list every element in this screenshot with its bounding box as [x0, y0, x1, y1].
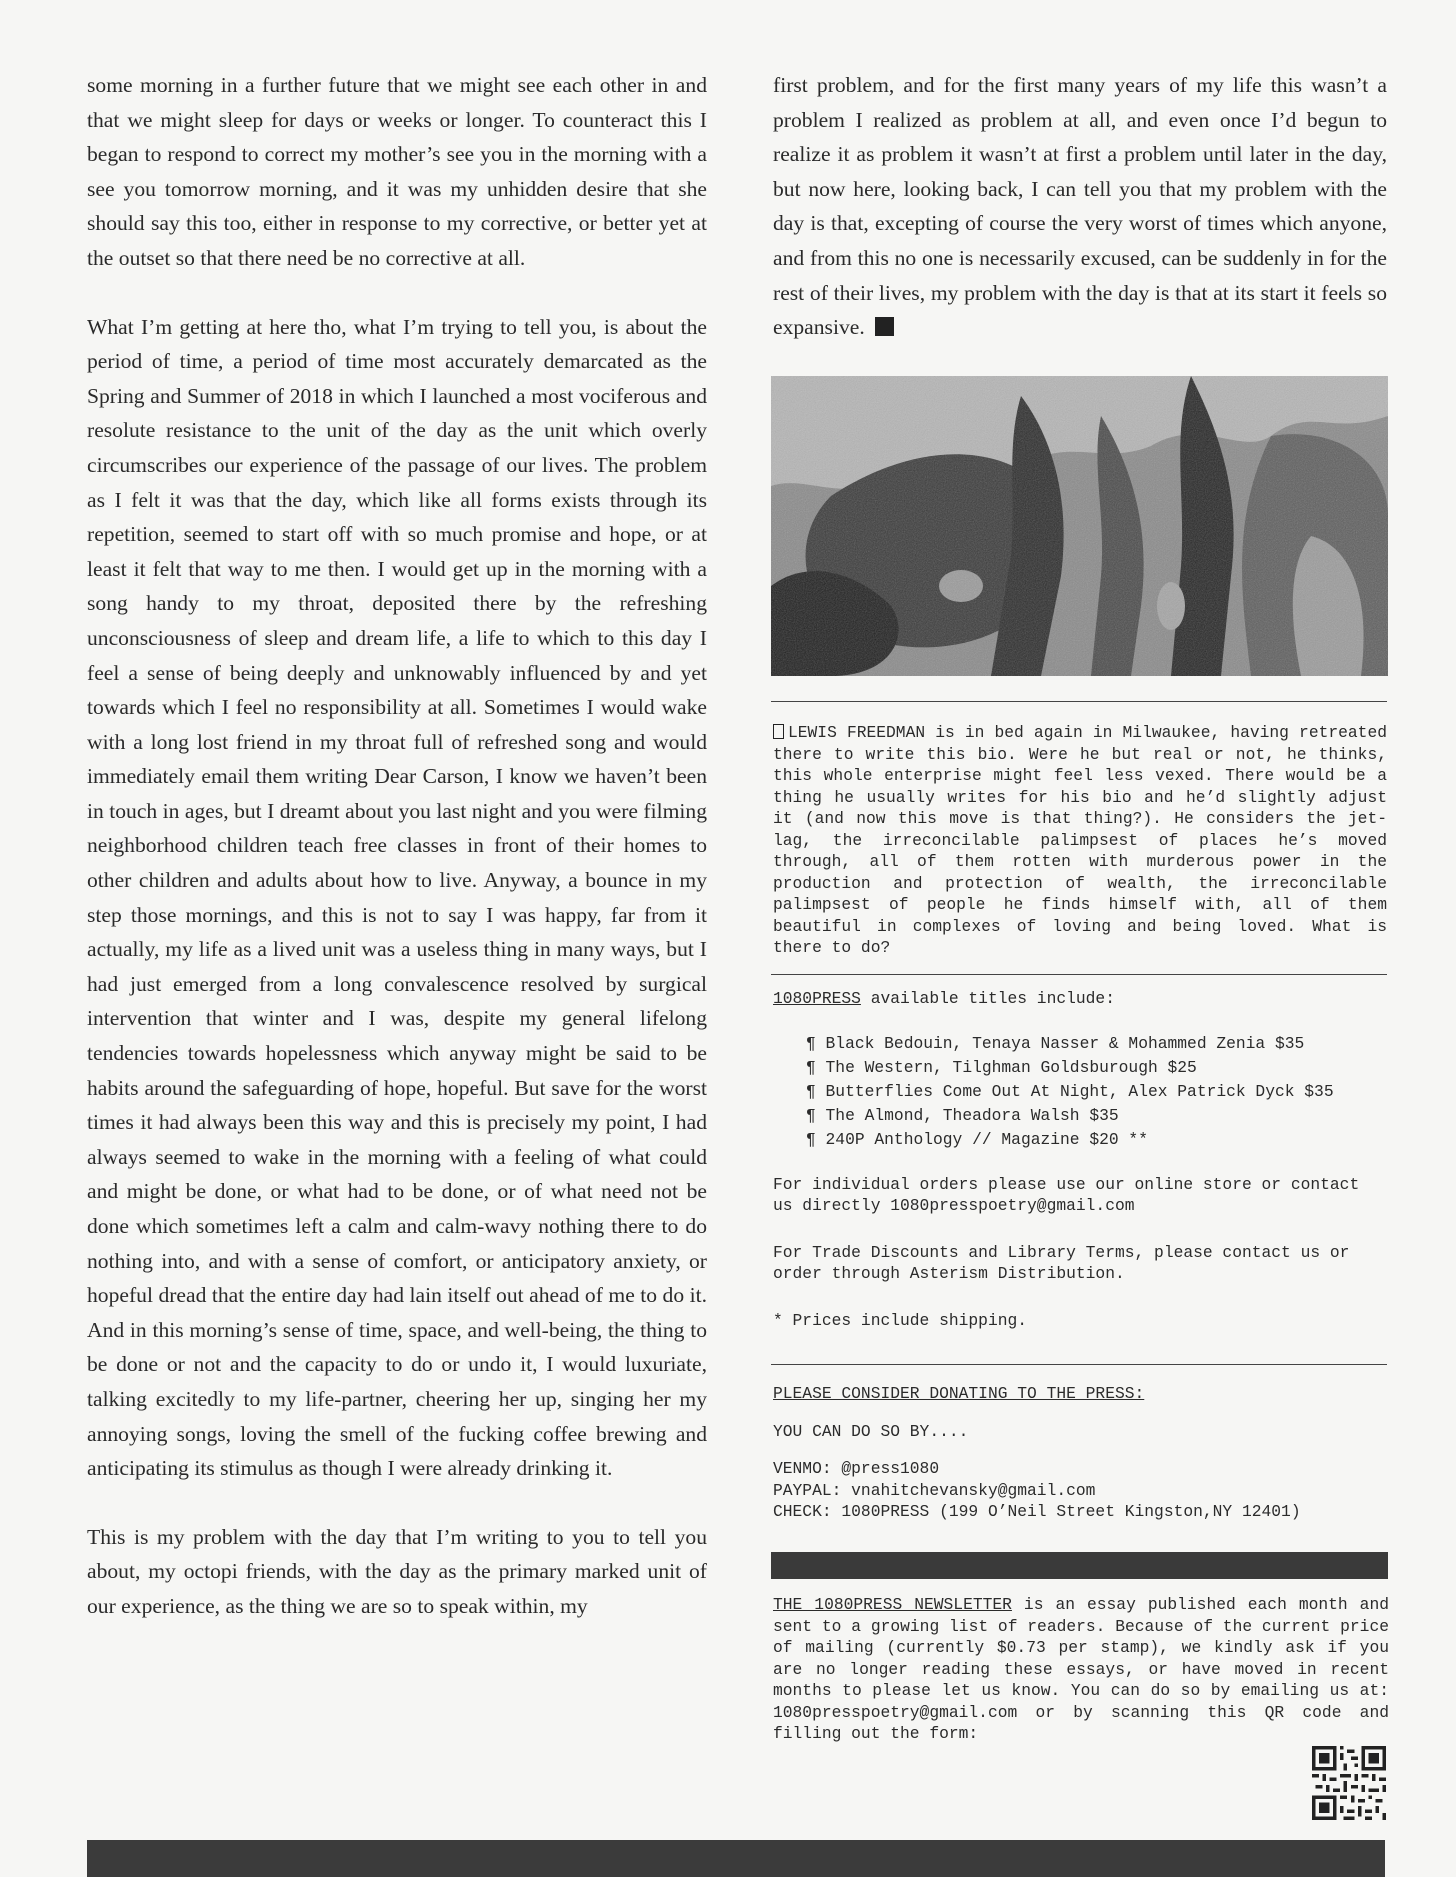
- essay-conclusion: first problem, and for the first many years of my life this wasn’t a problem I realized as problem at all, and even once I’d begun to realize it as problem it wasn’t at first a problem until later in the day, but now here, looking back, I can tell you that my problem with the day is that, excepting of course the very worst of times which anyone, and from this no one is necessarily excused, can be suddenly in for the rest of their lives, my problem with the day is that at its start it feels so expansive.: [773, 73, 1387, 340]
- essay-paragraph: What I’m getting at here tho, what I’m trying to tell you, is about the period of time, a period of time most accurately demarcated as the Spring and Summer of 2018 in which I launched a most vociferous and resolute resistance to the unit of the day as the unit which overly circumscribes our experience of the passage of our lives. The problem as I felt it was that the day, which like all forms exists through its repetition, seemed to start off with so much promise and hope, or at least it felt that way to me then. I would get up in the morning with a song handy to my throat, deposited there by the refreshing unconsciousness of sleep and dream life, a life to which to this day I feel a sense of being deeply and unknowably influenced by and yet towards which I feel no responsibility at all. Sometimes I would wake with a long lost friend in my throat full of refreshed song and would immediately email them writing Dear Carson, I know we haven’t been in touch in ages, but I dreamt about you last night and you were filming neighborhood children teach free classes in front of their homes to other children and adults about how to live. Anyway, a bounce in my step those mornings, and this is not to say I was happy, far from it actually, my life as a lived unit was a useless thing in many ways, but I had just emerged from a long convalescence resolved by surgical intervention that winter and I was, despite my general lifelong tendencies towards hopelessness which anyway might be said to be habits around the safeguarding of hope, hopeful. But save for the worst times it had always been this way and this is precisely my point, I had always seemed to wake in the morning with a feeling of what could and might be done, or what had to be done, or of what need not be done which sometimes left a calm and calm-wavy nothing there to do nothing into, and with a sense of comfort, or anticipatory anxiety, or hopeful dread that the entire day had lain itself out ahead of me to do it. And in this morning’s sense of time, space, and well-being, the thing to be done or not and the capacity to do or undo it, I would luxuriate, talking excitedly to my life-partner, cheering her up, singing her my annoying songs, loving the smell of the fucking coffee brewing and anticipating its stimulus as though I were already drinking it.: [87, 314, 707, 1481]
- shipping-note: * Prices include shipping.: [773, 1310, 1028, 1330]
- footer-bar: [87, 1840, 1385, 1877]
- paypal-line: PAYPAL: vnahitchevansky@gmail.com: [773, 1480, 1096, 1500]
- venmo-line: VENMO: @press1080: [773, 1459, 940, 1478]
- qr-code-icon[interactable]: [1312, 1746, 1386, 1820]
- press-name-link[interactable]: 1080PRESS: [773, 989, 861, 1008]
- titles-intro: 1080PRESS available titles include:: [773, 989, 1115, 1008]
- newsletter-title: THE 1080PRESS NEWSLETTER: [773, 1595, 1012, 1614]
- author-photo: [771, 376, 1388, 676]
- donate-section: [773, 1383, 1387, 1523]
- title-item: ¶ Black Bedouin, Tenaya Nasser & Mohammed Zenia $35: [806, 1033, 1305, 1053]
- titles-list: [773, 1032, 1387, 1152]
- divider: [771, 974, 1387, 975]
- bio-icon: [773, 724, 784, 739]
- trade-note: For Trade Discounts and Library Terms, please contact us or order through Asterism Distribution.: [773, 1242, 1350, 1283]
- divider: [771, 701, 1387, 702]
- newsletter-section: [773, 1594, 1389, 1745]
- donate-heading: PLEASE CONSIDER DONATING TO THE PRESS:: [773, 1384, 1145, 1403]
- available-titles-section: [773, 988, 1387, 1331]
- end-mark-icon: [875, 317, 894, 336]
- check-line: CHECK: 1080PRESS (199 O’Neil Street Kingston,NY 12401): [773, 1502, 1301, 1521]
- essay-paragraph: This is my problem with the day that I’m writing to you to tell you about, my octopi friends, with the day as the primary marked unit of our experience, as the thing we are so to speak within, my: [87, 1524, 707, 1618]
- title-item: ¶ The Almond, Theadora Walsh $35: [806, 1105, 1119, 1125]
- bio-text: LEWIS FREEDMAN is in bed again in Milwaukee, having retreated there to write this bio. Were he but real or not, he thinks, this whole enterprise might feel less vexed. There would be a thing he usually writes for his bio and he’d slightly adjust it (and now this move is that thing?). He considers the jet-lag, the irreconcilable palimpsest of places he’s moved through, all of them rotten with murderous power in the production and protection of wealth, the irreconcilable palimpsest of people he finds himself with, all of them beautiful in complexes of loving and being loved. What is there to do?: [773, 723, 1387, 957]
- author-bio: [773, 722, 1387, 959]
- essay-paragraph: some morning in a further future that we might see each other in and that we might sleep for days or weeks or longer. To counteract this I began to respond to correct my mother’s see you in the morning with a see you tomorrow morning, and it was my unhidden desire that she should say this too, either in response to my corrective, or better yet at the outset so that there need be no corrective at all.: [87, 73, 707, 270]
- essay-left-column: [87, 68, 707, 1658]
- orders-note: For individual orders please use our online store or contact us directly 1080presspoetry@gmail.com: [773, 1174, 1360, 1215]
- section-bar: [771, 1552, 1388, 1579]
- essay-right-column: [773, 68, 1387, 345]
- title-item: ¶ The Western, Tilghman Goldsburough $25: [806, 1057, 1197, 1077]
- newsletter-text: [773, 1594, 1389, 1745]
- donate-subheading: YOU CAN DO SO BY....: [773, 1421, 969, 1441]
- title-item: ¶ Butterflies Come Out At Night, Alex Patrick Dyck $35: [806, 1081, 1334, 1101]
- divider: [771, 1364, 1387, 1365]
- newsletter-body: is an essay published each month and sent to a growing list of readers. Because of the current price of mailing (currently $0.73 per stamp), we kindly ask if you are no longer reading these essays, or have moved in recent months to please let us know. You can do so by emailing us at: 1080presspoetry@gmail.com or by scanning this QR code and filling out the form:: [773, 1595, 1389, 1743]
- title-item: ¶ 240P Anthology // Magazine $20 **: [806, 1129, 1148, 1149]
